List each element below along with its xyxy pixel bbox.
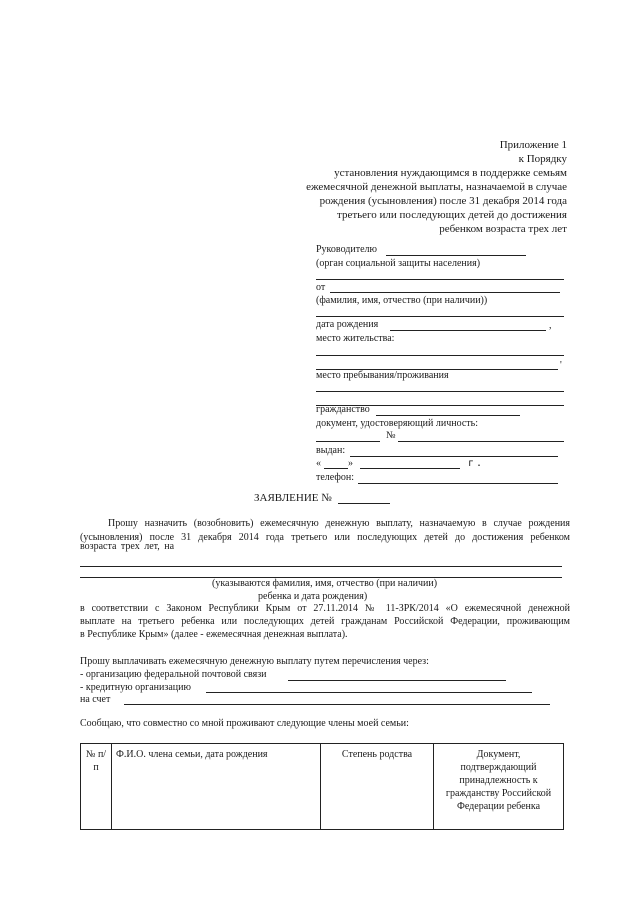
payment-post-field[interactable] bbox=[288, 680, 506, 681]
col-fio: Ф.И.О. члена семьи, дата рождения bbox=[112, 744, 321, 830]
residence-label: место жительства: bbox=[316, 333, 395, 344]
recipient-head-field[interactable] bbox=[386, 255, 526, 256]
phone-field[interactable] bbox=[358, 483, 558, 484]
col-number: № п/п bbox=[81, 744, 112, 830]
issue-month-field[interactable] bbox=[360, 468, 460, 469]
residence-field-1[interactable] bbox=[316, 355, 564, 356]
statement-number-field[interactable] bbox=[338, 503, 390, 504]
family-intro: Сообщаю, что совместно со мной проживают следующие члены моей семьи: bbox=[80, 718, 409, 729]
law-line-2: выплате на третьего ребенка или последующих детей гражданам Российской Федерации, проживающим bbox=[80, 616, 570, 627]
payment-account-label: на счет bbox=[80, 694, 111, 705]
issued-field[interactable] bbox=[350, 456, 558, 457]
table-header-row bbox=[81, 744, 564, 830]
phone-label: телефон: bbox=[316, 472, 354, 483]
request-line-2: (усыновления) после 31 декабря 2014 года третьего или последующих детей до достижения ребенком bbox=[80, 532, 570, 543]
number-sign: № bbox=[386, 430, 396, 441]
header-line: ежемесячной денежной выплаты, назначаемой в случае bbox=[306, 181, 567, 193]
payment-post-label: - организацию федеральной почтовой связи bbox=[80, 669, 267, 680]
birth-date-field[interactable] bbox=[390, 330, 546, 331]
col-relation: Степень родства bbox=[321, 744, 434, 830]
family-table bbox=[80, 743, 564, 830]
birth-date-label: дата рождения bbox=[316, 319, 379, 330]
recipient-head-label: Руководителю bbox=[316, 244, 377, 255]
payment-intro: Прошу выплачивать ежемесячную денежную выплату путем перечисления через: bbox=[80, 656, 429, 667]
header-line: ребенком возраста трех лет bbox=[439, 223, 567, 235]
issued-label: выдан: bbox=[316, 445, 346, 456]
col-document: Документ, подтверждающий принадлежность к гражданству Российской Федерации ребенка bbox=[434, 744, 564, 830]
quote-open: « bbox=[316, 458, 321, 469]
law-line-1: в соответствии с Законом Республики Крым от 27.11.2014 № 11-ЗРК/2014 «О ежемесячной денежной bbox=[80, 603, 570, 614]
payment-credit-label: - кредитную организацию bbox=[80, 682, 191, 693]
doc-number-field[interactable] bbox=[398, 441, 564, 442]
child-hint-2: ребенка и дата рождения) bbox=[258, 591, 368, 602]
header-line: установления нуждающимся в поддержке семьям bbox=[334, 167, 567, 179]
id-doc-label: документ, удостоверяющий личность: bbox=[316, 418, 478, 429]
header-line: рождения (усыновления) после 31 декабря 2014 года bbox=[319, 195, 567, 207]
child-field-1[interactable] bbox=[80, 566, 562, 567]
stay-label: место пребывания/проживания bbox=[316, 370, 449, 381]
org-hint: (орган социальной защиты населения) bbox=[316, 258, 481, 269]
appendix-title: Приложение 1 bbox=[499, 139, 567, 151]
quote-close: » bbox=[348, 458, 353, 469]
request-line-3: возраста трех лет, на bbox=[80, 541, 175, 552]
issue-day-field[interactable] bbox=[324, 468, 348, 469]
citizenship-label: гражданство bbox=[316, 404, 370, 415]
year-suffix: г. bbox=[468, 458, 485, 469]
header-line: третьего или последующих детей до достижения bbox=[337, 209, 567, 221]
citizenship-field[interactable] bbox=[376, 415, 520, 416]
payment-credit-field[interactable] bbox=[206, 692, 532, 693]
doc-series-field[interactable] bbox=[316, 441, 380, 442]
request-line-1: Прошу назначить (возобновить) ежемесячную денежную выплату, назначаемую в случае рождения bbox=[108, 518, 570, 529]
apostrophe-mark: ' bbox=[560, 360, 562, 371]
payment-account-field[interactable] bbox=[124, 704, 550, 705]
fio-field-line[interactable] bbox=[316, 316, 564, 317]
law-line-3: в Республике Крым» (далее - ежемесячная денежная выплата). bbox=[80, 629, 348, 640]
stay-field-1[interactable] bbox=[316, 391, 564, 392]
from-field[interactable] bbox=[330, 292, 560, 293]
org-field-line[interactable] bbox=[316, 279, 564, 280]
statement-title: ЗАЯВЛЕНИЕ № bbox=[254, 492, 332, 504]
comma-mark: , bbox=[549, 320, 552, 331]
child-hint-1: (указываются фамилия, имя, отчество (при наличии) bbox=[212, 578, 438, 589]
header-line: к Порядку bbox=[518, 153, 567, 165]
from-label: от bbox=[316, 282, 326, 293]
fio-hint: (фамилия, имя, отчество (при наличии)) bbox=[316, 295, 488, 306]
